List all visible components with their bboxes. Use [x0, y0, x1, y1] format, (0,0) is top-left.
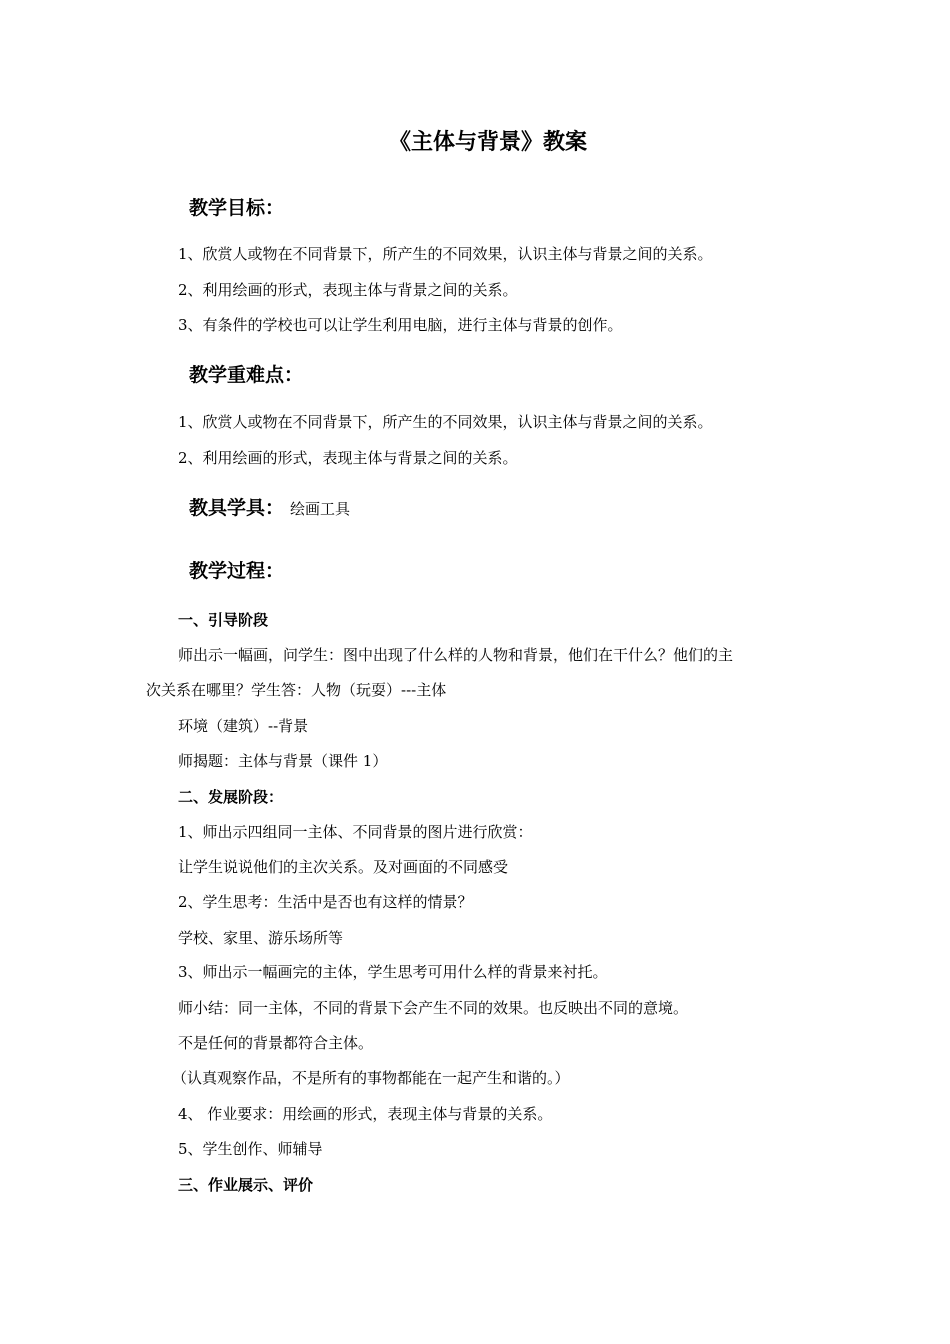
- stage2-line: 让学生说说他们的主次关系。及对画面的不同感受: [178, 858, 509, 876]
- key-point-item: 1、欣赏人或物在不同背景下，所产生的不同效果，认识主体与背景之间的关系。: [178, 413, 713, 431]
- stage2-line: 不是任何的背景都符合主体。: [178, 1034, 374, 1052]
- stage2-line: 师小结：同一主体，不同的背景下会产生不同的效果。也反映出不同的意境。: [178, 999, 689, 1017]
- objective-item: 1、欣赏人或物在不同背景下，所产生的不同效果，认识主体与背景之间的关系。: [178, 245, 713, 263]
- objective-item: 3、有条件的学校也可以让学生利用电脑，进行主体与背景的创作。: [178, 316, 623, 334]
- stage2-line: 4、 作业要求：用绘画的形式，表现主体与背景的关系。: [178, 1105, 553, 1123]
- stage2-line: 5、学生创作、师辅导: [178, 1140, 323, 1158]
- stage2-line: 学校、家里、游乐场所等: [178, 929, 344, 947]
- process-heading: 教学过程：: [189, 560, 285, 582]
- stage3-heading: 三、作业展示、评价: [178, 1176, 314, 1194]
- stage1-heading: 一、引导阶段: [178, 611, 269, 629]
- stage2-line: 2、学生思考：生活中是否也有这样的情景？: [178, 893, 473, 911]
- stage1-line: 环境（建筑）--背景: [178, 717, 309, 735]
- objective-item: 2、利用绘画的形式，表现主体与背景之间的关系。: [178, 281, 518, 299]
- document-title: 《主体与背景》教案: [388, 130, 587, 155]
- stage1-paragraph-line: 次关系在哪里？学生答：人物（玩耍）---主体: [146, 681, 447, 699]
- stage1-line: 师揭题：主体与背景（课件 1）: [178, 752, 388, 770]
- tools-heading: [189, 495, 350, 522]
- tools-value: 绘画工具: [290, 500, 351, 518]
- stage1-paragraph-line: 师出示一幅画，问学生：图中出现了什么样的人物和背景，他们在干什么？他们的主: [178, 646, 734, 664]
- stage2-line: （认真观察作品，不是所有的事物都能在一起产生和谐的。）: [172, 1069, 570, 1087]
- tools-heading-label: 教具学具：: [189, 497, 285, 519]
- key-point-item: 2、利用绘画的形式，表现主体与背景之间的关系。: [178, 449, 518, 467]
- key-points-heading: 教学重难点：: [189, 364, 304, 386]
- stage2-line: 1、师出示四组同一主体、不同背景的图片进行欣赏：: [178, 823, 533, 841]
- objectives-heading: 教学目标：: [189, 197, 285, 219]
- stage2-line: 3、师出示一幅画完的主体，学生思考可用什么样的背景来衬托。: [178, 963, 608, 981]
- stage2-heading: 二、发展阶段：: [178, 788, 284, 806]
